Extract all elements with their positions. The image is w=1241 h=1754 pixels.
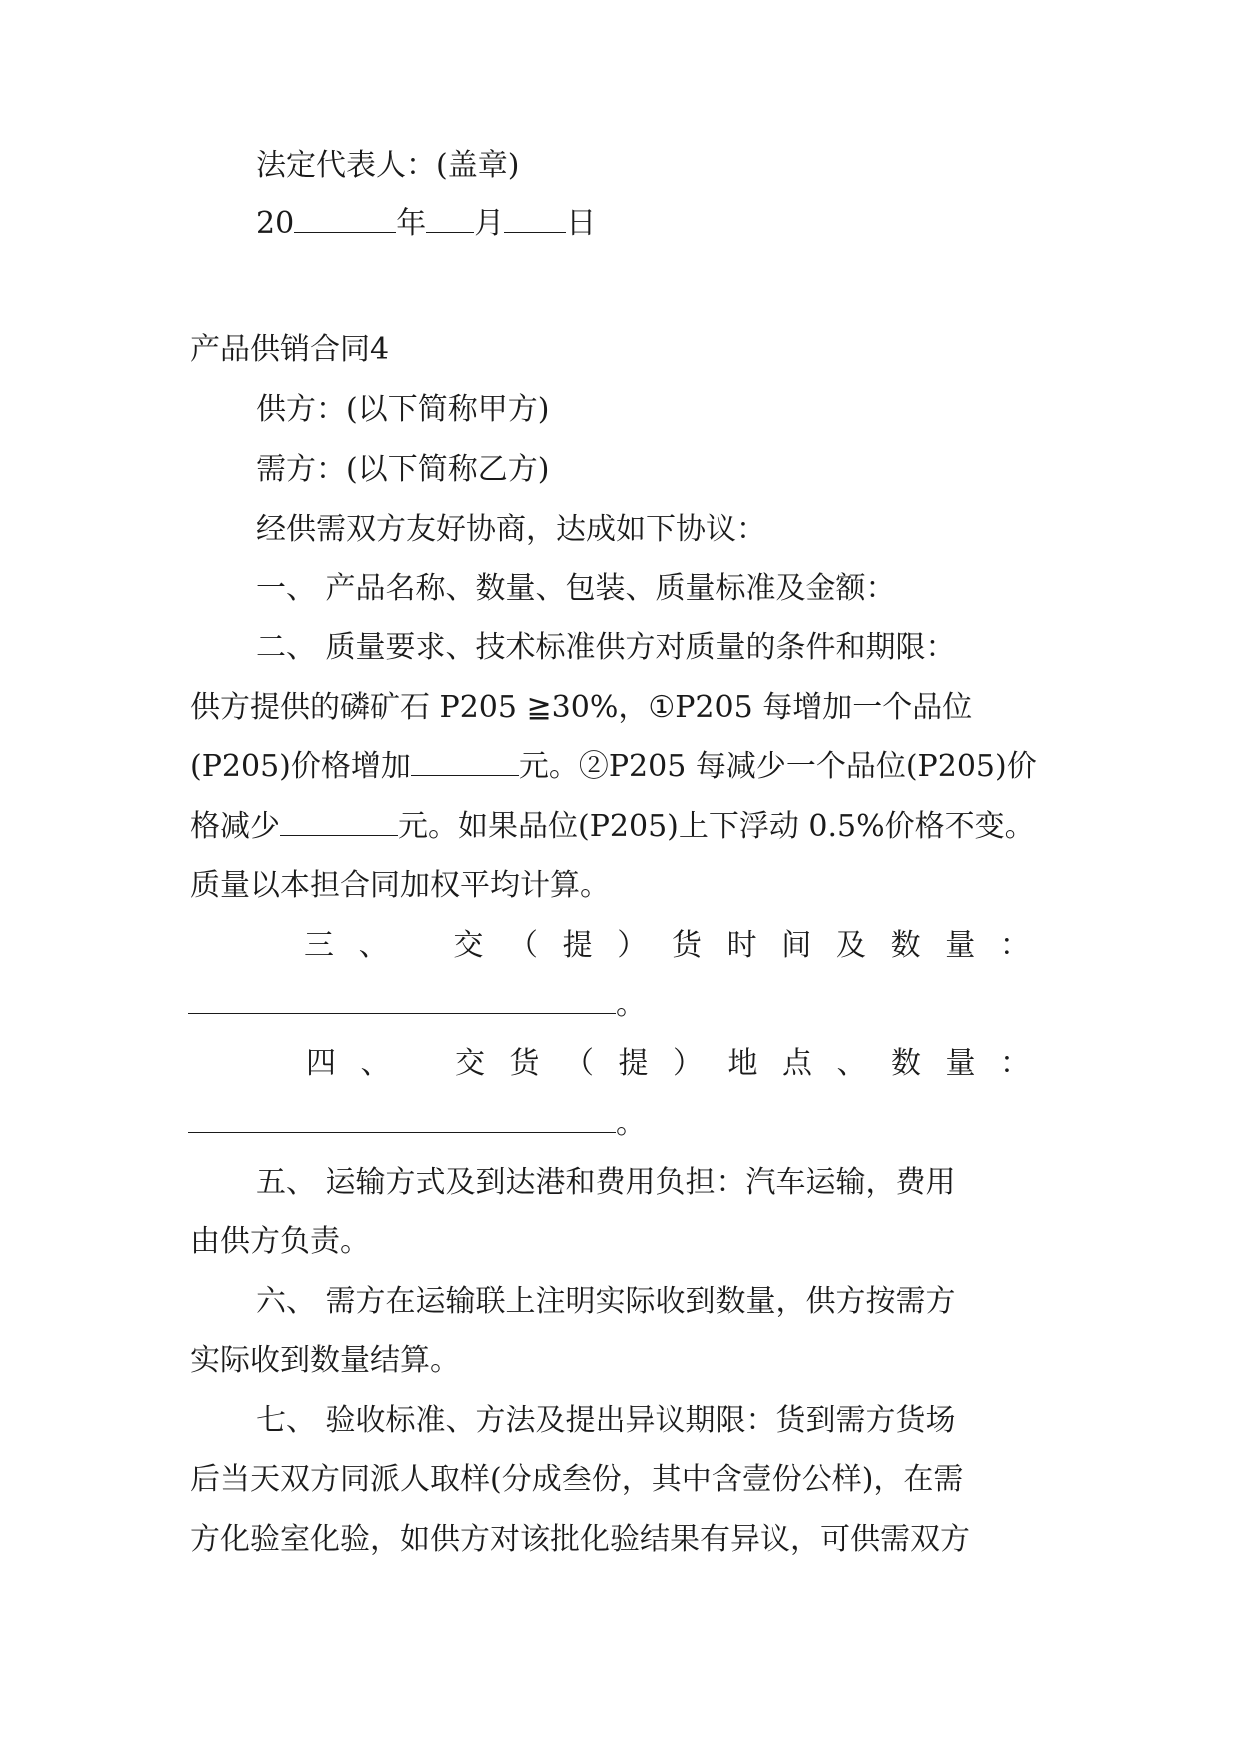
- clause-3-char: 三: [304, 928, 334, 963]
- clause-4-heading: [306, 1044, 1030, 1084]
- clause-4-char: 、: [360, 1046, 391, 1081]
- price-decrease-blank: [280, 809, 398, 836]
- clause-2-line-4a: 格减少: [190, 809, 280, 844]
- clause-4-char: （: [564, 1046, 594, 1081]
- date-month-label: 月: [474, 206, 505, 241]
- clause-4-end: 。: [616, 1106, 646, 1141]
- clause-3-char: 交: [453, 928, 484, 963]
- clause-2-line-2: 供方提供的磷矿石 P205 ≧30%，①P205 每增加一个品位: [190, 690, 973, 725]
- clause-4-char: 货: [509, 1046, 540, 1081]
- clause-7-line-2: 后当天双方同派人取样(分成叁份，其中含壹份公样)，在需: [190, 1462, 964, 1497]
- clause-7-line-3: 方化验室化验，如供方对该批化验结果有异议，可供需双方: [190, 1522, 970, 1557]
- clause-4-char: 交: [455, 1046, 485, 1081]
- clause-3-char: ：: [999, 928, 1030, 963]
- intro-line: 经供需双方友好协商，达成如下协议：: [256, 512, 766, 547]
- clause-3-char: 及: [835, 928, 866, 963]
- clause-2-line-3: [190, 747, 1037, 787]
- clause-4-char: 地: [727, 1046, 758, 1081]
- clause-1: 一、 产品名称、数量、包装、质量标准及金额：: [256, 571, 896, 606]
- buyer-line: 需方：(以下简称乙方): [256, 452, 550, 487]
- clause-5-line-2: 由供方负责。: [190, 1224, 370, 1259]
- clause-3-char: 量: [945, 928, 976, 963]
- clause-4-char: 量: [945, 1046, 976, 1081]
- clause-3-blank-line: [188, 985, 646, 1025]
- clause-2-line-1: 二、 质量要求、技术标准供方对质量的条件和期限：: [256, 630, 956, 665]
- clause-3-char: ）: [617, 928, 648, 963]
- clause-2-line-4: [190, 807, 1035, 847]
- clause-3-char: 数: [890, 928, 921, 963]
- clause-3-heading: [304, 926, 1030, 966]
- clause-3-char: （: [507, 928, 538, 963]
- clause-7-line-1: 七、 验收标准、方法及提出异议期限：货到需方货场: [256, 1403, 956, 1438]
- clause-4-char: 、: [836, 1046, 867, 1081]
- clause-4-blank: [188, 1108, 616, 1133]
- clause-2-line-5: 质量以本担合同加权平均计算。: [190, 868, 610, 903]
- clause-2-line-3a: (P205)价格增加: [190, 749, 411, 784]
- clause-3-char: 时: [726, 928, 757, 963]
- clause-4-char: 四: [306, 1046, 336, 1081]
- clause-4-char: 提: [618, 1046, 649, 1081]
- day-blank: [504, 206, 566, 233]
- year-blank: [294, 206, 396, 233]
- clause-3-char: 货: [671, 928, 702, 963]
- clause-3-char: 间: [781, 928, 812, 963]
- clause-4-char: 数: [891, 1046, 921, 1081]
- clause-4-char: ：: [1000, 1046, 1030, 1081]
- clause-3-blank: [188, 989, 616, 1014]
- legal-representative-line: 法定代表人：(盖章): [256, 148, 520, 183]
- contract-title: 产品供销合同4: [190, 332, 390, 367]
- date-prefix: 20: [256, 206, 295, 241]
- clause-4-blank-line: [188, 1104, 646, 1144]
- clause-6-line-2: 实际收到数量结算。: [190, 1343, 460, 1378]
- clause-6-line-1: 六、 需方在运输联上注明实际收到数量，供方按需方: [256, 1284, 956, 1319]
- date-day-label: 日: [566, 206, 597, 241]
- date-line: [256, 204, 596, 244]
- clause-5-line-1: 五、 运输方式及到达港和费用负担：汽车运输，费用: [256, 1165, 956, 1200]
- clause-2-line-4b: 元。如果品位(P205)上下浮动 0.5%价格不变。: [398, 809, 1035, 844]
- clause-3-end: 。: [616, 987, 646, 1022]
- clause-4-char: ）: [673, 1046, 703, 1081]
- month-blank: [426, 206, 474, 233]
- date-year-label: 年: [396, 206, 427, 241]
- clause-3-char: 提: [562, 928, 593, 963]
- supplier-line: 供方：(以下简称甲方): [256, 392, 550, 427]
- clause-3-char: 、: [358, 928, 389, 963]
- clause-4-char: 点: [782, 1046, 812, 1081]
- clause-2-line-3b: 元。②P205 每减少一个品位(P205)价: [518, 749, 1037, 784]
- price-increase-blank: [411, 749, 519, 776]
